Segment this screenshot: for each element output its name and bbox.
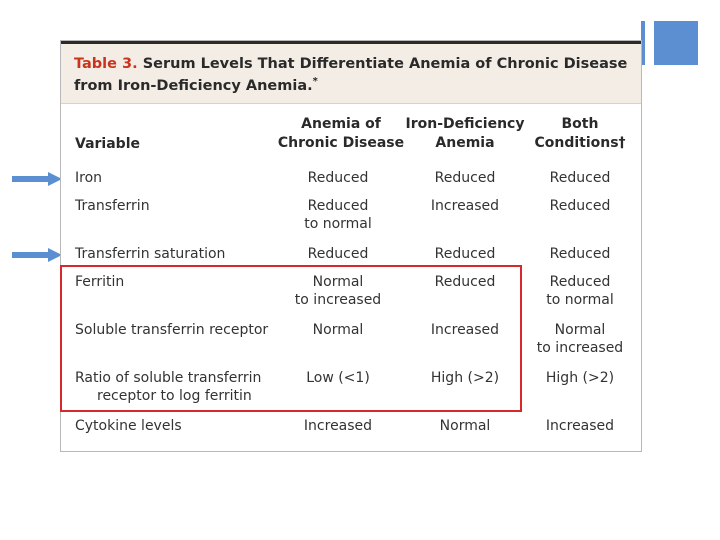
table-cell-text-line-2: receptor to log ferritin [97, 388, 252, 404]
column-header-both [527, 115, 633, 153]
table-cell-both [527, 369, 633, 387]
corner-accent-square [654, 21, 698, 65]
table-cell-text-line-2: to increased [536, 340, 624, 356]
table-cell-ida [401, 169, 529, 187]
table-caption [61, 44, 641, 104]
table-cell-text: Reduced [434, 246, 496, 262]
table-cell-text: Ferritin [75, 274, 125, 290]
table-cell-text: Normal [312, 274, 364, 290]
table-cell-text: Soluble transferrin receptor [75, 322, 269, 338]
table-title-footnote-mark: * [312, 76, 318, 88]
column-header-acd [271, 115, 411, 153]
table-cell-text: Reduced [549, 274, 611, 290]
table-cell-variable [75, 169, 285, 187]
table-cell-both [527, 417, 633, 435]
table-cell-text: Increased [303, 418, 373, 434]
table-cell-variable [75, 417, 285, 435]
table-cell-text: High (>2) [430, 370, 500, 386]
table-cell-text: Low (<1) [306, 370, 370, 386]
table-cell-text: Cytokine levels [75, 418, 182, 434]
table-cell-variable [75, 197, 285, 215]
table-caption-line-1 [74, 53, 629, 75]
column-header-variable-text: Variable [75, 136, 140, 152]
table-title-line-1: Serum Levels That Differentiate Anemia of Chronic Disease [142, 56, 628, 72]
table-cell-text: Increased [430, 198, 500, 214]
table-cell-variable [75, 245, 285, 263]
table-cell-text: Reduced [307, 246, 369, 262]
column-header-both-line-2-wrap [527, 134, 633, 153]
table-cell-text: Reduced [307, 170, 369, 186]
table-cell-text: Increased [430, 322, 500, 338]
table-cell-acd [268, 197, 408, 233]
column-header-both-line-2: Conditions [534, 135, 619, 151]
table-cell-ida [401, 197, 529, 215]
table-cell-text: Reduced [549, 170, 611, 186]
table-cell-text: Normal [554, 322, 606, 338]
column-header-ida-line-1: Iron-Deficiency [405, 116, 525, 132]
table-cell-ida [401, 417, 529, 435]
table-cell-text: Reduced [307, 198, 369, 214]
table-cell-text: Transferrin [75, 198, 150, 214]
table-cell-text: Normal [439, 418, 491, 434]
column-header-both-footnote-mark: † [618, 135, 626, 151]
right-arrow-icon [12, 172, 62, 186]
table-cell-text: Reduced [434, 274, 496, 290]
column-header-ida-line-2: Anemia [435, 135, 495, 151]
table-cell-both [527, 169, 633, 187]
table-cell-both [527, 245, 633, 263]
table-cell-text: Transferrin saturation [75, 246, 226, 262]
highlight-box [60, 265, 522, 412]
column-header-acd-line-1: Anemia of [301, 116, 381, 132]
table-cell-text-line-2: to increased [294, 292, 382, 308]
table-title-line-2: from Iron-Deficiency Anemia. [74, 78, 313, 94]
column-header-variable [75, 135, 225, 154]
table-cell-text: High (>2) [545, 370, 615, 386]
table-cell-text: Reduced [549, 246, 611, 262]
table-cell-acd [268, 169, 408, 187]
column-header-acd-line-2: Chronic Disease [277, 135, 405, 151]
table-cell-text: Reduced [434, 170, 496, 186]
table-cell-text: Increased [545, 418, 615, 434]
table-cell-text: Reduced [549, 198, 611, 214]
column-header-ida [401, 115, 529, 153]
right-arrow-icon [12, 248, 62, 262]
table-cell-text: Ratio of soluble transferrin [75, 370, 262, 386]
table-cell-ida [401, 245, 529, 263]
table-cell-text-line-2: to normal [304, 216, 372, 232]
table-cell-text: Normal [312, 322, 364, 338]
table-cell-both [527, 321, 633, 357]
table-cell-acd [268, 417, 408, 435]
table-cell-text-line-2: to normal [546, 292, 614, 308]
table-cell-acd [268, 245, 408, 263]
table-cell-both [527, 273, 633, 309]
column-header-both-line-1: Both [561, 116, 599, 132]
table-cell-text: Iron [75, 170, 103, 186]
table-label: Table 3. [74, 56, 138, 72]
table-cell-both [527, 197, 633, 215]
table-caption-line-2 [74, 75, 629, 97]
